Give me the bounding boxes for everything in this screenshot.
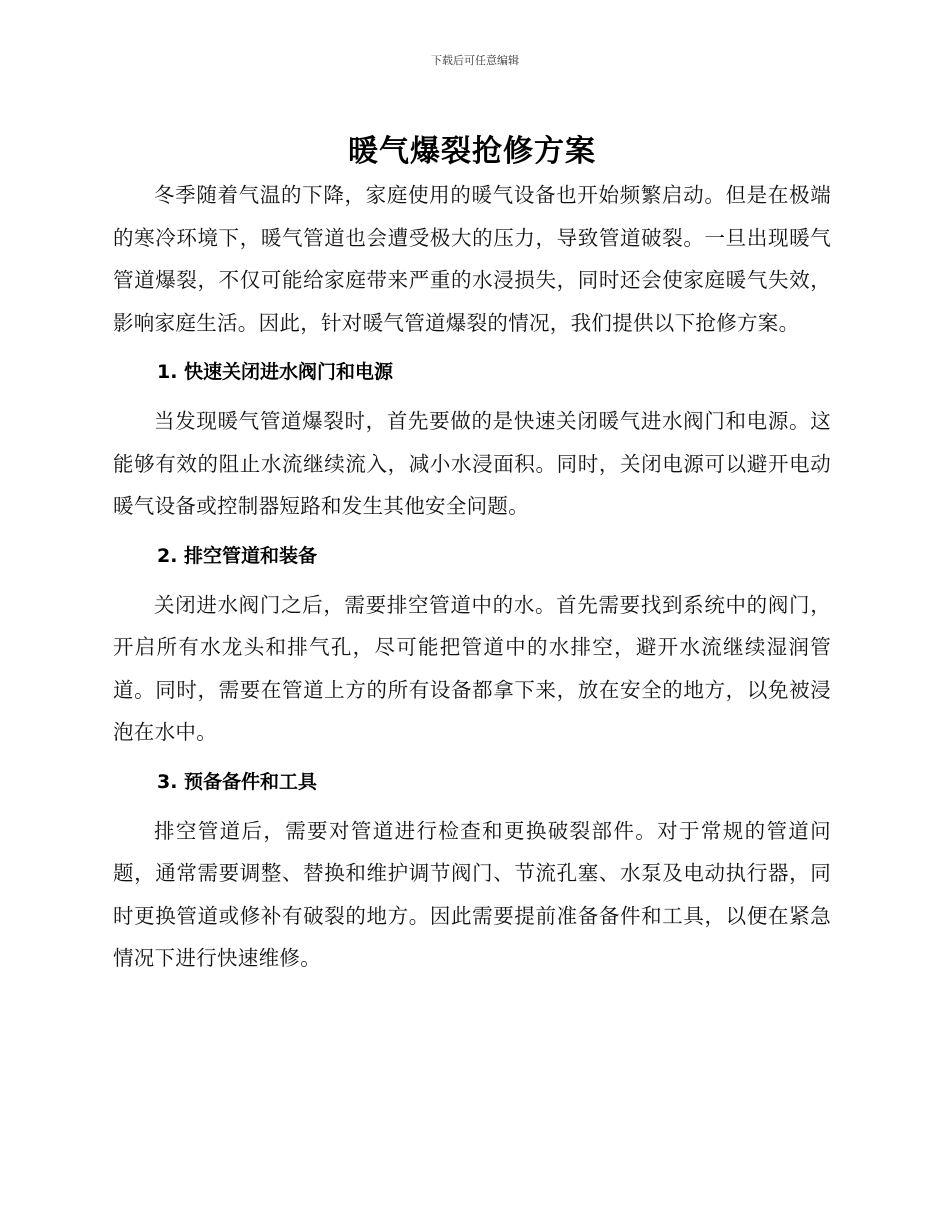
header-note: 下载后可任意编辑 [431, 54, 519, 67]
section-1-heading: 1. 快速关闭进水阀门和电源 [157, 361, 394, 383]
section-3-paragraph: 排空管道后，需要对管道进行检查和更换破裂部件。对于常规的管道问题，通常需要调整、替换和维护调节阀门、节流孔塞、水泵及电动执行器，同时更换管道或修补有破裂的地方。因此需要提前准备备件和工具，以便在紧急情况下进行快速维修。 [113, 818, 831, 970]
document-title: 暖气爆裂抢修方案 [348, 134, 596, 169]
intro-paragraph: 冬季随着气温的下降，家庭使用的暖气设备也开始频繁启动。但是在极端的寒冷环境下，暖气管道也会遭受极大的压力，导致管道破裂。一旦出现暖气管道爆裂，不仅可能给家庭带来严重的水浸损失，同时还会使家庭暖气失效，影响家庭生活。因此，针对暖气管道爆裂的情况，我们提供以下抢修方案。 [113, 183, 831, 335]
section-2-paragraph: 关闭进水阀门之后，需要排空管道中的水。首先需要找到系统中的阀门，开启所有水龙头和排气孔，尽可能把管道中的水排空，避开水流继续湿润管道。同时，需要在管道上方的所有设备都拿下来，放在安全的地方，以免被浸泡在水中。 [113, 592, 831, 744]
section-2-heading: 2. 排空管道和装备 [157, 544, 318, 567]
document-body [113, 130, 831, 980]
section-1-paragraph: 当发现暖气管道爆裂时，首先要做的是快速关闭暖气进水阀门和电源。这能够有效的阻止水流继续流入，减小水浸面积。同时，关闭电源可以避开电动暖气设备或控制器短路和发生其他安全问题。 [113, 409, 831, 518]
section-3-heading: 3. 预备备件和工具 [157, 770, 318, 793]
